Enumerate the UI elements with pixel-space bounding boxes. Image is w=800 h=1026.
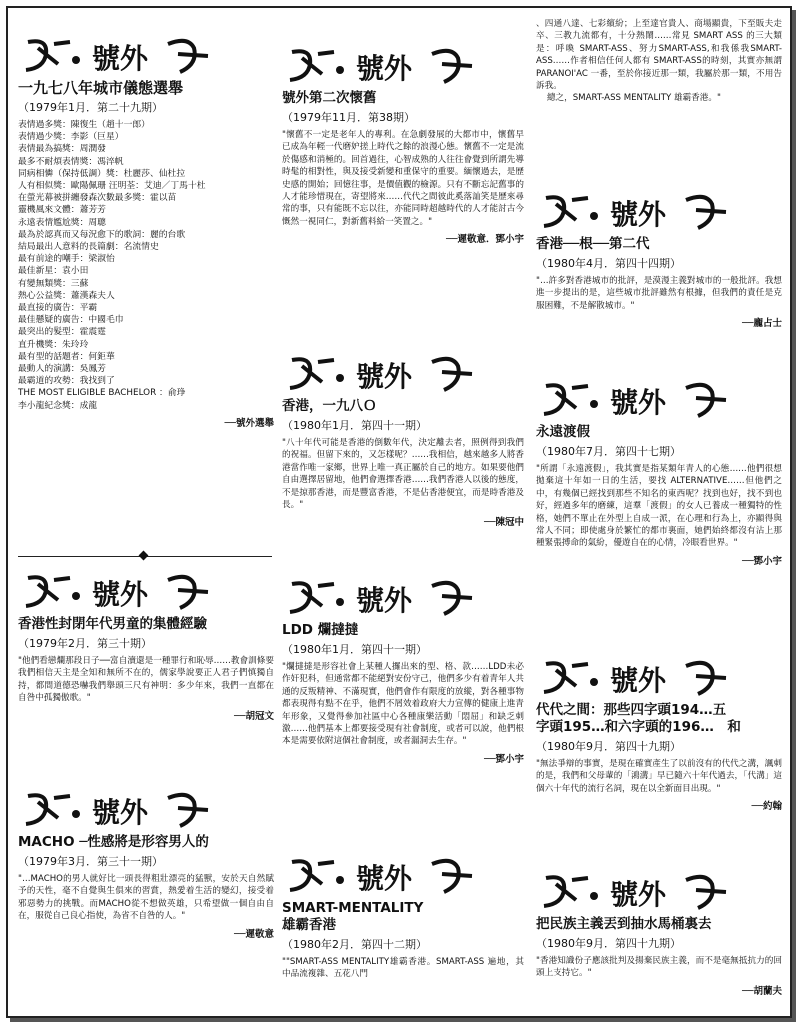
article-title: 一九七八年城市儀態選舉 xyxy=(18,79,184,97)
article-issue: （1980年9月．第四十九期） xyxy=(536,937,681,950)
article-title: 香港──根──第二代 xyxy=(536,236,650,252)
article-body: "八十年代可能是香港的倒數年代，決定離去者，照例得到我們的祝福。但留下來的，又怎樣呢？……我相信，越來越多人將香港當作唯一家鄉，世界上唯一真正屬於自己的地方。如果要他們自由選擇居留地，他們會選擇香港……我們香港人以後的態度，不是掠那香港，而是豐富香港，不是佔香港便宜，而是時香港及長。" xyxy=(282,438,524,511)
article-macho xyxy=(18,788,274,940)
article-issue: （1980年4月．第四十四期） xyxy=(536,257,681,270)
list-item: 最有前途的嘲手：梁淑怡 xyxy=(18,254,115,265)
article-smart-mentality xyxy=(282,854,524,981)
hoi-ngoi-logo xyxy=(282,576,482,620)
list-item: 最動人的演講：吳鳳芳 xyxy=(18,364,106,375)
article-title: LDD 爛撻撻 xyxy=(282,622,359,638)
article-body: "香港知識份子應該批判及揚棄民族主義，而不是毫無抵抗力的回頭上支持它。" xyxy=(536,956,782,979)
hoi-ngoi-logo xyxy=(536,870,736,914)
article-roots-second-generation xyxy=(536,190,782,329)
list-item: 在螢光幕被拼纏發森次數最多獎：霍以苗 xyxy=(18,193,177,204)
article-title: 香港，一九八Ｏ xyxy=(282,398,377,414)
article-title: SMART-MENTALITY xyxy=(282,900,424,916)
logo-text: 號外 xyxy=(356,360,413,393)
list-item: 表情過多獎：陳復生（趙十一郎） xyxy=(18,120,150,130)
list-item: 最為於認真而又每況愈下的歌詞：麗的台歌 xyxy=(18,229,186,240)
hoi-ngoi-logo xyxy=(18,34,218,78)
hoi-ngoi-logo xyxy=(282,352,482,396)
list-item: 最佳懸疑的廣告：中國毛巾 xyxy=(18,315,124,326)
article-subtitle: 雄霸香港 xyxy=(282,917,336,933)
list-item: 最佳新星：袁小田 xyxy=(18,266,89,277)
logo-text: 號外 xyxy=(92,578,149,611)
logo-text: 號外 xyxy=(610,198,667,231)
list-item: 靈機風來文體：蕭芳芳 xyxy=(18,205,106,216)
list-item: 最突出的髮型：霍震霆 xyxy=(18,327,106,338)
article-title: 把民族主義丟到抽水馬桶裏去 xyxy=(536,916,712,932)
article-body: "所謂「永遠渡假」，我其實是指某類年青人的心態……他們很想拋棄這十年如一日的生活，要找 ALTERNATIVE……但他們之中，有幾個已經找到那些不知名的東西呢？找到也好，找不到也好，經過多年的磨練，這羣「渡假」的女人已養成一種獨特的性格，她們不單止在外型上自成一派，在心理和行為上，亦顯得與常人不同；即使處身於繁忙的都市裏面，她們始終都沒有沾上那種緊張搏命的氣紛，優遊自在的心情，冷眼看世界。" xyxy=(536,464,782,549)
awards-list xyxy=(18,119,274,412)
list-item: 永遠表情尷尬獎：周聰 xyxy=(18,217,106,228)
article-byline: ──鄧小宇 xyxy=(742,555,782,567)
article-ldd xyxy=(282,576,524,765)
list-item: 最有型的話題者：何鉅華 xyxy=(18,351,115,362)
logo-text: 號外 xyxy=(610,664,667,697)
divider-ornament xyxy=(139,551,149,561)
article-issue: （1980年7月．第四十七期） xyxy=(536,445,681,458)
article-hong-kong-1980 xyxy=(282,352,524,528)
article-issue: （1980年1月．第四十一期） xyxy=(282,643,427,656)
article-issue: （1980年2月．第四十二期） xyxy=(282,938,427,951)
hoi-ngoi-logo xyxy=(282,44,482,88)
article-issue: （1980年9月．第四十九期） xyxy=(536,740,681,753)
article-byline: ──胡蘭夫 xyxy=(742,985,782,997)
article-byline: ──約翰 xyxy=(751,801,782,813)
list-item: 表情過少獎：李影（巨星） xyxy=(18,132,124,143)
article-title: 號外第二次懷舊 xyxy=(282,90,377,106)
article-title-line2: 字頭195…和六字頭的196… 和 xyxy=(536,719,741,735)
article-issue: （1980年1月．第四十一期） xyxy=(282,419,427,432)
article-issue: （1979年2月．第三十期） xyxy=(18,637,152,650)
logo-text: 號外 xyxy=(610,386,667,419)
list-item: 李小龍紀念獎：成龍 xyxy=(18,400,98,411)
article-body: 、四通八達、七彩繽紛；上至達官貴人、商場顯貴，下至販夫走卒、三教九流都有，十分熱鬧……常見 SMART ASS 的三大類是：呼喚 SMART-ASS、努力SMART-ASS,和我係我SMART-ASS……作者相信任何人都有 SMART-ASS的時刻，其實亦無謂PARANOI'AC 一番，至於你接近那一類，我屬於那一類，不用告訴我。 總之，SMART-ASS MENTALITY 雄霸香港。" xyxy=(536,19,782,104)
article-byline: ──遲敬意 xyxy=(234,928,274,940)
article-title: 代代之間：那些四字頭194…五 xyxy=(536,702,727,718)
article-issue: （1979年3月．第三十一期） xyxy=(18,855,163,868)
article-title: 永遠渡假 xyxy=(536,424,590,440)
article-nostalgia xyxy=(282,44,524,245)
page-frame xyxy=(6,6,792,1018)
logo-text: 號外 xyxy=(356,584,413,617)
list-item: 最霸道的攻勢：我找到了 xyxy=(18,376,115,387)
hoi-ngoi-logo xyxy=(536,656,736,700)
article-body: "無法爭辯的事實，是現在確實產生了以前沒有的代代之溝，諷刺的是，我們和父母輩的「鴻溝」早已隨六十年代過去，「代溝」這個六十年代的流行名詞，現在以全新面目出現。" xyxy=(536,759,782,794)
article-body: "他們看戀爛那段日子──富自瀆還是一種罪行和恥辱……教會訓條要我們相信天主是全知和無所不在的，儒家學說要正人君子們慎獨自持，都間道德恐嚇我們舉頭三尺有神明：多少年來，我們一直都在自咎中孤獨傲歌。" xyxy=(18,656,274,704)
list-item: 人有相似獎：歐陽佩珊 汪明荃：艾迪／丁馬十杜 xyxy=(18,181,206,192)
list-item: 表情最為搞獎：周潤發 xyxy=(18,144,106,155)
article-city-manners-election xyxy=(18,34,274,429)
logo-text: 號外 xyxy=(92,42,149,75)
article-byline: ──胡冠文 xyxy=(234,710,274,722)
list-item: 有變無類獎：三蘇 xyxy=(18,278,89,289)
hoi-ngoi-logo xyxy=(18,570,218,614)
article-body: "…許多對香港城市的批評，是漠漫主義對城市的一般批評。我想進一步提出的是，這些城市批評雖然有根據，但我們的責任是克服困難，不是解散城市。" xyxy=(536,276,782,311)
list-item: 結局最出人意料的長篇劇：名流情史 xyxy=(18,242,159,253)
article-body: "懷舊不一定是老年人的專利。在急劇發展的大都市中，懷舊早已成為年輕一代磨妒搓上時代之餘的浪漫心態。懷舊不一定是流於傷感和消極的。回首過往，心智成熟的人往往會覺到所謂先導時髦的相對性，與及接受新變和重保守的重要。緬懷過去，是歷史感的開始；回憶往事，是價值觀的檢源。只有不斷忘記舊事的人才能珍惜現在，寄望將來……代代之間彼此奚落訕笑是歷來尋常的事，只有能既不忘以往，亦能同時超越時代的人才能討古今慨然一視同仁，對新舊料給一笑置之。" xyxy=(282,130,524,227)
list-item: THE MOST ELIGIBLE BACHELOR ：俞琤 xyxy=(18,388,186,399)
article-byline: ──遲敬意．鄧小宇 xyxy=(446,234,524,246)
logo-text: 號外 xyxy=(610,878,667,911)
article-between-generations xyxy=(536,656,782,812)
article-permanent-vacation xyxy=(536,378,782,567)
list-item: 同病相憐（保持低調）獎：杜麗莎、仙杜拉 xyxy=(18,168,186,179)
logo-text: 號外 xyxy=(356,862,413,895)
article-byline: ──龐占士 xyxy=(742,318,782,330)
article-byline: ──陳冠中 xyxy=(484,517,524,529)
logo-text: 號外 xyxy=(92,796,149,829)
article-boyhood-experience xyxy=(18,570,274,722)
article-body: ""SMART-ASS MENTALITY雄霸香港。SMART-ASS 遍地，其中品流複雜、五花八門 xyxy=(282,957,524,980)
article-issue: （1979年11月．第38期） xyxy=(282,111,415,124)
article-byline: ──號外選舉 xyxy=(224,417,274,429)
list-item: 直升機獎：朱玲玲 xyxy=(18,339,89,350)
hoi-ngoi-logo xyxy=(282,854,482,898)
article-title: 香港性封閉年代男童的集體經驗 xyxy=(18,616,207,632)
list-item: 熱心公益獎：蕭漢森夫人 xyxy=(18,290,115,301)
list-item: 最直接的廣告：平霸 xyxy=(18,303,98,314)
hoi-ngoi-logo xyxy=(536,378,736,422)
logo-text: 號外 xyxy=(356,52,413,85)
article-byline: ──鄧小宇 xyxy=(484,753,524,765)
article-nationalism xyxy=(536,870,782,997)
article-title: MACHO ─性感將是形容男人的 xyxy=(18,834,209,850)
article-body: "爛撻撻是形容社會上某種人攞出來的型、格、款……LDD未必作奸犯科，但通常都不能絕對安份守己，他們多少有着青年人共通的反叛精神、不滿現實，他們會作有限度的放縱，對各種事物都表現得有點不在乎，他們不屑效着政府大力宣傳的健康上進青年形象，又覺得參加社區中心各種康樂活動「悶屈」和缺乏刺激……他們基本上都要接受現有社會制度，或者可以說，他們根本是需要依附這個社會制度，或者漏洞去生存。" xyxy=(282,662,524,747)
hoi-ngoi-logo xyxy=(18,788,218,832)
list-item: 最多不耐煩表情獎：馮淬帆 xyxy=(18,156,124,167)
article-smart-mentality-continued xyxy=(536,18,782,105)
article-body: "…MACHO的男人就好比一頭長得粗壯漂亮的猛獸，安於天自然賦予的天性，毫不自覺與生俱來的習賞，熱愛着生活的變幻，接受着邪惡勢力的挑戰。而MACHO從不想做英雄，只希望做一個自由自在，服從自己良心指使，為省不自咎的人。" xyxy=(18,874,274,922)
article-issue: （1979年1月．第二十九期） xyxy=(18,101,163,114)
hoi-ngoi-logo xyxy=(536,190,736,234)
